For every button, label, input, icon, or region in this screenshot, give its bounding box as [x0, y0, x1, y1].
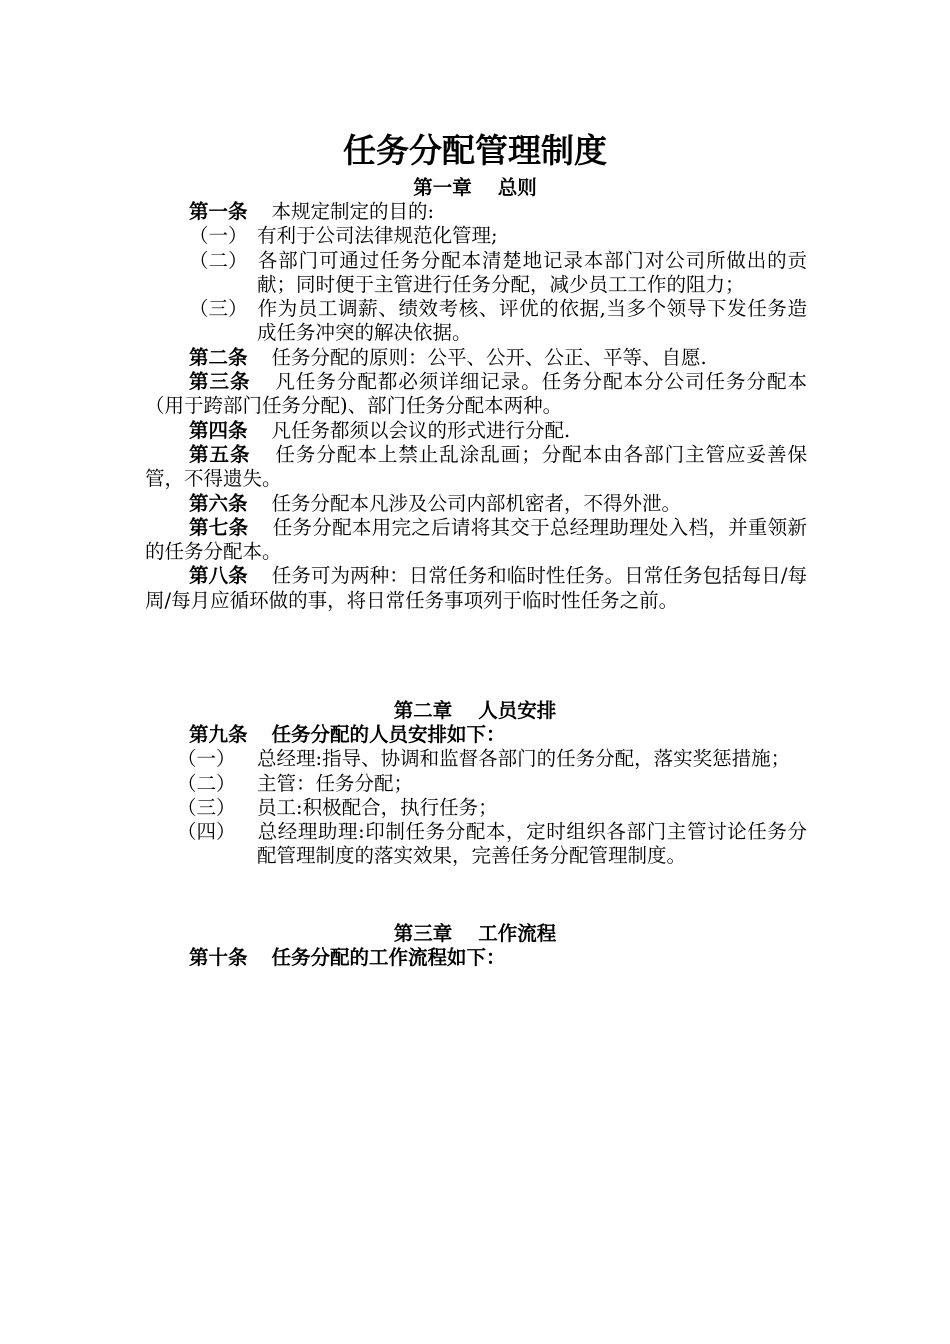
item-text: 员工:积极配合，执行任务； [257, 795, 498, 819]
article-3 [145, 370, 807, 419]
article-2 [145, 346, 807, 370]
chapter-2-name: 人员安排 [478, 699, 557, 722]
article-6-label: 第六条 [189, 491, 248, 515]
article-7 [145, 516, 807, 565]
chapter-1-label: 第一章 [413, 176, 472, 199]
article-2-label: 第二条 [189, 345, 248, 369]
item-number: （二） [189, 248, 248, 272]
article-6 [145, 492, 807, 516]
item-number: （三） [189, 297, 248, 321]
chapter-2-body [145, 723, 807, 869]
item-text: 主管：任务分配； [257, 771, 414, 795]
article-9-item-1 [145, 747, 807, 771]
article-9-item-3 [145, 796, 807, 820]
article-1-item-2 [145, 249, 807, 298]
article-3-text: 凡任务分配都必须详细记录。任务分配本分公司任务分配本（用于跨部门任务分配)、部门任务分配本两种。 [145, 370, 807, 418]
article-10 [145, 946, 807, 970]
item-text: 作为员工调薪、绩效考核、评优的依据,当多个领导下发任务造成任务冲突的解决依据。 [257, 297, 807, 345]
article-1-item-1 [145, 224, 807, 248]
article-1 [145, 200, 807, 224]
document-title: 任务分配管理制度 [343, 131, 607, 170]
item-text: 有利于公司法律规范化管理; [257, 224, 498, 248]
chapter-3-body [145, 946, 807, 970]
item-number: （四） [177, 820, 236, 844]
article-9-item-4 [145, 820, 807, 869]
article-10-label: 第十条 [189, 946, 248, 969]
article-3-label: 第三条 [189, 370, 251, 394]
article-1-label: 第一条 [189, 200, 248, 223]
chapter-1-name: 总则 [497, 176, 537, 199]
article-9-label: 第九条 [189, 723, 248, 746]
item-text: 各部门可通过任务分配本清楚地记录本部门对公司所做出的贡献；同时便于主管进行任务分配，减少员工工作的阻力； [257, 248, 807, 296]
item-text: 总经理助理:印制任务分配本，定时组织各部门主管讨论任务分配管理制度的落实效果，完善任务分配管理制度。 [257, 820, 807, 868]
item-number: （一） [189, 224, 248, 248]
article-4-text: 凡任务都须以会议的形式进行分配. [271, 418, 571, 442]
article-1-item-3 [145, 297, 807, 346]
article-9-text: 任务分配的人员安排如下： [271, 723, 506, 746]
chapter-3-heading [0, 922, 950, 946]
item-number: （二） [177, 771, 236, 795]
item-number: （一） [177, 747, 236, 771]
article-8-label: 第八条 [189, 564, 248, 588]
article-4-label: 第四条 [189, 418, 248, 442]
article-8-text: 任务可为两种：日常任务和临时性任务。日常任务包括每日/每周/每月应循环做的事，将日常任务事项列于临时性任务之前。 [145, 564, 807, 612]
chapter-1-heading [0, 176, 950, 200]
article-4 [145, 419, 807, 443]
article-5 [145, 443, 807, 492]
article-8 [145, 564, 807, 613]
article-5-label: 第五条 [189, 442, 251, 466]
article-9-item-2 [145, 772, 807, 796]
article-2-text: 任务分配的原则：公平、公开、公正、平等、自愿. [271, 345, 707, 369]
article-6-text: 任务分配本凡涉及公司内部机密者，不得外泄。 [271, 491, 682, 515]
article-10-text: 任务分配的工作流程如下： [271, 946, 506, 969]
item-text: 总经理:指导、协调和监督各部门的任务分配，落实奖惩措施； [257, 747, 791, 771]
chapter-2-heading [0, 699, 950, 723]
article-7-label: 第七条 [189, 515, 249, 539]
article-7-text: 任务分配本用完之后请将其交于总经理助理处入档，并重领新的任务分配本。 [145, 515, 807, 564]
article-1-text: 本规定制定的目的: [271, 200, 435, 223]
chapter-2-label: 第二章 [393, 699, 453, 722]
chapter-3-label: 第三章 [393, 922, 453, 945]
chapter-1-body [145, 200, 807, 613]
chapter-3-name: 工作流程 [478, 922, 557, 945]
item-number: （三） [177, 795, 236, 819]
article-5-text: 任务分配本上禁止乱涂乱画；分配本由各部门主管应妥善保管，不得遗失。 [145, 442, 807, 491]
article-9 [145, 723, 807, 747]
